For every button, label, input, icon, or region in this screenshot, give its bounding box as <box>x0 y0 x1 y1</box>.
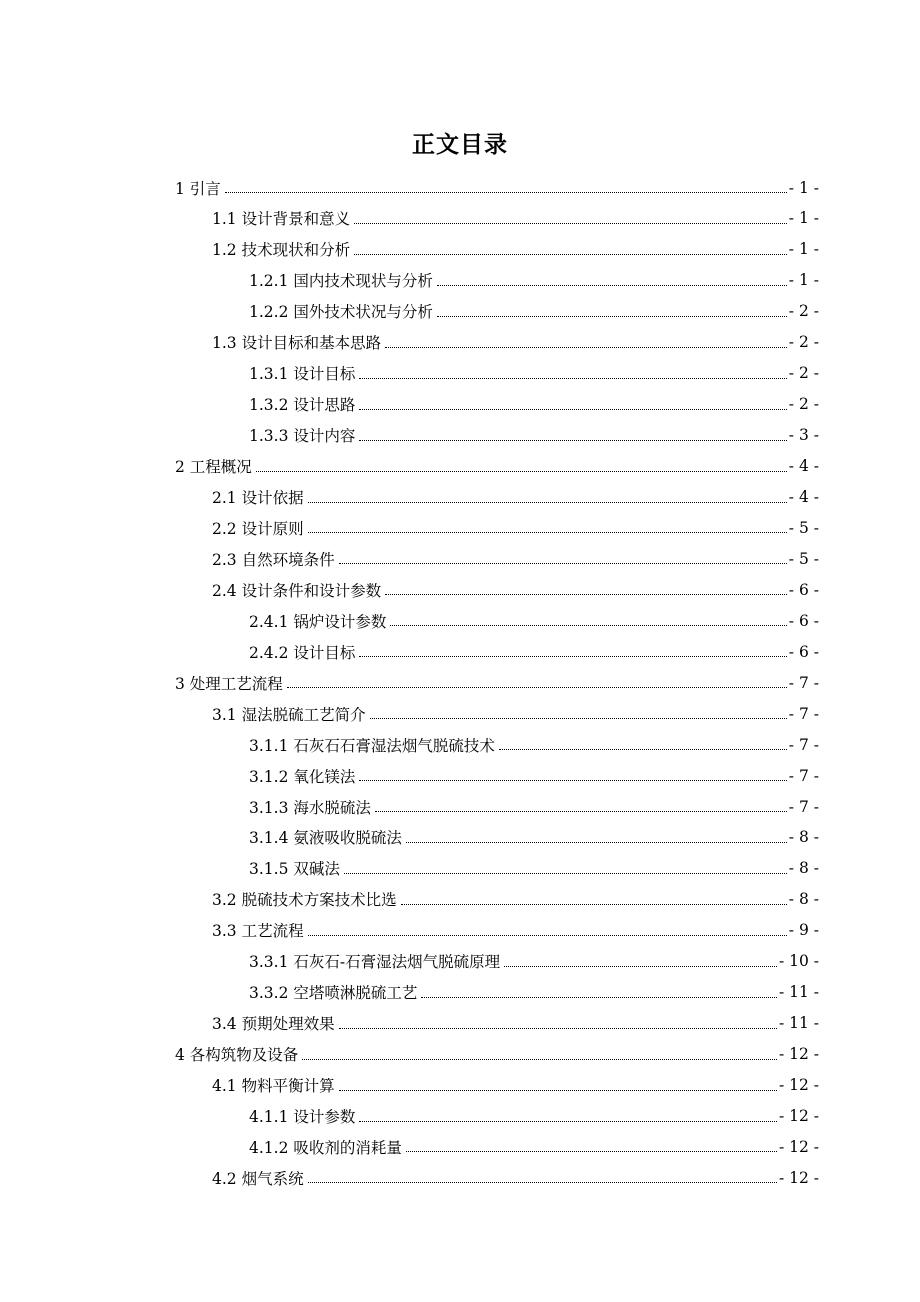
toc-entry-label: 3.1.2 氧化镁法 <box>249 767 356 786</box>
toc-entry[interactable] <box>212 1162 819 1193</box>
toc-entry-page-number: - 2 - <box>788 364 819 383</box>
toc-dot-leader <box>354 254 787 255</box>
toc-entry-page-number: - 11 - <box>778 983 819 1002</box>
toc-entry-label: 3.1 湿法脱硫工艺简介 <box>212 705 366 724</box>
toc-entry-label: 1.3 设计目标和基本思路 <box>212 334 382 353</box>
toc-entry-page-number: - 1 - <box>788 178 819 197</box>
toc-entry-label: 1.2 技术现状和分析 <box>212 241 351 260</box>
toc-entry-page-number: - 10 - <box>778 952 819 971</box>
toc-entry-page-number: - 9 - <box>788 921 819 940</box>
toc-entry-label: 1.3.2 设计思路 <box>249 396 356 415</box>
toc-entry-page-number: - 8 - <box>788 828 819 847</box>
toc-dot-leader <box>256 471 787 472</box>
toc-entry[interactable] <box>175 667 819 698</box>
toc-entry-label: 3.3.2 空塔喷淋脱硫工艺 <box>249 984 418 1003</box>
toc-entry[interactable] <box>212 1070 819 1101</box>
toc-entry-label: 2.4 设计条件和设计参数 <box>212 581 382 600</box>
toc-entry-page-number: - 12 - <box>778 1076 819 1095</box>
toc-entry-label: 1.2.1 国内技术现状与分析 <box>249 272 433 291</box>
toc-dot-leader <box>359 378 786 379</box>
toc-entry[interactable] <box>249 1131 819 1162</box>
toc-entry-label: 2.4.1 锅炉设计参数 <box>249 612 387 631</box>
toc-dot-leader <box>339 1028 777 1029</box>
toc-entry-page-number: - 1 - <box>788 240 819 259</box>
toc-entry[interactable] <box>249 265 819 296</box>
toc-dot-leader <box>437 316 787 317</box>
toc-dot-leader <box>437 285 787 286</box>
toc-entry-label: 3.1.4 氨液吸收脱硫法 <box>249 829 402 848</box>
toc-entry[interactable] <box>212 512 819 543</box>
toc-dot-leader <box>359 440 786 441</box>
toc-entry[interactable] <box>249 946 819 977</box>
toc-dot-leader <box>375 811 787 812</box>
toc-entry-page-number: - 7 - <box>788 704 819 723</box>
toc-entry[interactable] <box>249 389 819 420</box>
toc-entry-page-number: - 4 - <box>788 457 819 476</box>
toc-dot-leader <box>401 904 787 905</box>
toc-dot-leader <box>421 997 777 998</box>
toc-entry[interactable] <box>212 203 819 234</box>
toc-entry-label: 1.1 设计背景和意义 <box>212 210 351 229</box>
toc-dot-leader <box>504 966 777 967</box>
toc-entry[interactable] <box>249 420 819 451</box>
toc-dot-leader <box>339 563 787 564</box>
toc-entry-page-number: - 12 - <box>778 1168 819 1187</box>
toc-entry[interactable] <box>249 822 819 853</box>
toc-entry[interactable] <box>249 760 819 791</box>
toc-dot-leader <box>308 532 787 533</box>
toc-entry-label: 3.4 预期处理效果 <box>212 1015 335 1034</box>
toc-entry-page-number: - 7 - <box>788 673 819 692</box>
toc-entry-page-number: - 6 - <box>788 611 819 630</box>
toc-dot-leader <box>339 1090 777 1091</box>
toc-entry-label: 3.3 工艺流程 <box>212 922 304 941</box>
toc-dot-leader <box>390 625 786 626</box>
toc-dot-leader <box>344 873 787 874</box>
toc-entry[interactable] <box>249 1101 819 1132</box>
toc-dot-leader <box>308 1182 777 1183</box>
toc-entry[interactable] <box>212 1008 819 1039</box>
toc-entry-label: 2 工程概况 <box>175 458 252 477</box>
toc-entry-page-number: - 6 - <box>788 580 819 599</box>
toc-entry[interactable] <box>212 327 819 358</box>
toc-entry[interactable] <box>212 915 819 946</box>
toc-entry[interactable] <box>175 451 819 482</box>
toc-entry[interactable] <box>212 543 819 574</box>
toc-entry-page-number: - 7 - <box>788 766 819 785</box>
toc-entry-label: 1 引言 <box>175 179 221 198</box>
toc-entry[interactable] <box>212 698 819 729</box>
toc-entry[interactable] <box>249 358 819 389</box>
toc-entry-label: 4.1.1 设计参数 <box>249 1108 356 1126</box>
toc-entry[interactable] <box>175 172 819 203</box>
toc-entry[interactable] <box>249 296 819 327</box>
toc-entry-label: 4.1 物料平衡计算 <box>212 1077 335 1096</box>
toc-dot-leader <box>359 409 786 410</box>
toc-entry-page-number: - 8 - <box>788 859 819 878</box>
page-title: 正文目录 <box>412 132 508 158</box>
toc-entry-label: 2.1 设计依据 <box>212 489 304 507</box>
toc-entry[interactable] <box>249 977 819 1008</box>
toc-entry-label: 2.2 设计原则 <box>212 519 304 538</box>
toc-entry-label: 1.3.3 设计内容 <box>249 427 356 446</box>
toc-entry[interactable] <box>212 482 819 513</box>
toc-dot-leader <box>225 192 787 193</box>
toc-entry-page-number: - 3 - <box>788 426 819 445</box>
toc-dot-leader <box>359 780 786 781</box>
toc-dot-leader <box>406 1151 777 1152</box>
toc-entry[interactable] <box>175 1039 819 1070</box>
toc-entry[interactable] <box>249 636 819 667</box>
toc-entry-page-number: - 5 - <box>788 549 819 568</box>
toc-dot-leader <box>308 502 787 503</box>
toc-entry-page-number: - 11 - <box>778 1014 819 1033</box>
toc-entry-label: 4.1.2 吸收剂的消耗量 <box>249 1138 402 1157</box>
toc-entry-page-number: - 12 - <box>778 1137 819 1156</box>
toc-dot-leader <box>385 594 787 595</box>
toc-dot-leader <box>370 718 787 719</box>
toc-dot-leader <box>302 1059 777 1060</box>
toc-entry-page-number: - 5 - <box>788 518 819 537</box>
toc-entry-page-number: - 7 - <box>788 797 819 816</box>
toc-entry[interactable] <box>212 574 819 605</box>
toc-entry[interactable] <box>212 884 819 915</box>
toc-entry-label: 2.4.2 设计目标 <box>249 643 356 662</box>
toc-entry-page-number: - 2 - <box>788 395 819 414</box>
toc-entry-label: 4.2 烟气系统 <box>212 1169 304 1188</box>
toc-entry-page-number: - 12 - <box>778 1045 819 1064</box>
toc-entry-page-number: - 1 - <box>788 209 819 228</box>
toc-entry-page-number: - 6 - <box>788 642 819 661</box>
toc-entry[interactable] <box>249 791 819 822</box>
toc-entry-label: 1.3.1 设计目标 <box>249 365 356 384</box>
toc-entry-page-number: - 12 - <box>778 1107 819 1125</box>
toc-entry[interactable] <box>212 234 819 265</box>
toc-dot-leader <box>499 749 787 750</box>
toc-entry-label: 3.1.3 海水脱硫法 <box>249 798 371 817</box>
toc-entry-label: 4 各构筑物及设备 <box>175 1046 299 1065</box>
toc-dot-leader <box>354 223 787 224</box>
toc-entry[interactable] <box>249 729 819 760</box>
toc-dot-leader <box>359 1121 777 1122</box>
toc-entry-label: 3.3.1 石灰石-石膏湿法烟气脱硫原理 <box>249 953 501 972</box>
toc-dot-leader <box>287 687 787 688</box>
toc-dot-leader <box>385 347 787 348</box>
toc-entry-page-number: - 2 - <box>788 302 819 321</box>
toc-dot-leader <box>308 935 787 936</box>
toc-entry-label: 3.2 脱硫技术方案技术比选 <box>212 891 397 910</box>
toc-dot-leader <box>359 656 786 657</box>
toc-entry[interactable] <box>249 853 819 884</box>
toc-entry[interactable] <box>249 605 819 636</box>
toc-entry-label: 3 处理工艺流程 <box>175 674 283 693</box>
toc-entry-label: 1.2.2 国外技术状况与分析 <box>249 303 433 322</box>
toc-entry-label: 2.3 自然环境条件 <box>212 550 335 569</box>
toc-entry-page-number: - 8 - <box>788 890 819 909</box>
toc-entry-page-number: - 4 - <box>788 488 819 506</box>
toc-entry-page-number: - 7 - <box>788 735 819 754</box>
toc-entry-label: 3.1.1 石灰石石膏湿法烟气脱硫技术 <box>249 736 495 755</box>
toc-entry-label: 3.1.5 双碱法 <box>249 860 340 879</box>
toc-dot-leader <box>406 842 787 843</box>
toc-entry-page-number: - 1 - <box>788 271 819 290</box>
toc-entry-page-number: - 2 - <box>788 333 819 352</box>
